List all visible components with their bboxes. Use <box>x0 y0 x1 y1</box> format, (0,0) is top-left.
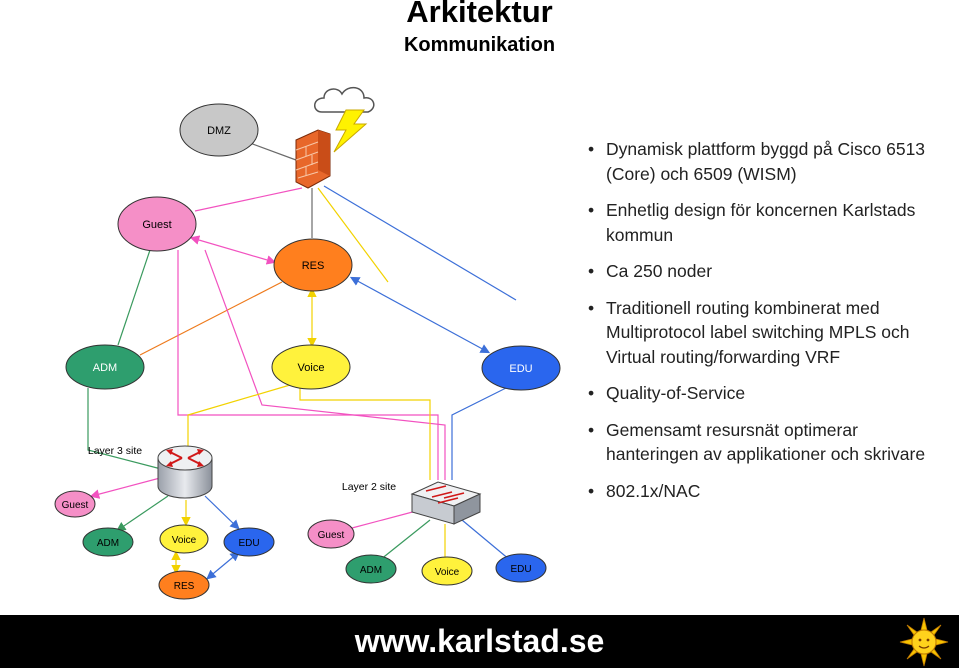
node-voice-l2-label: Voice <box>434 567 460 578</box>
link-adm-guest <box>118 250 150 345</box>
node-guest-l3 <box>55 491 95 517</box>
node-res-l3 <box>159 571 209 599</box>
link-adm-l3 <box>88 388 165 470</box>
link-res-edu <box>352 278 488 352</box>
link-l2-adm <box>380 520 430 560</box>
bullet-item: • Ca 250 noder <box>588 259 948 284</box>
link-voice-l3 <box>188 385 290 448</box>
link-guest-res <box>192 238 274 262</box>
node-adm-l3 <box>83 528 133 556</box>
slide-subtitle: Kommunikation <box>403 34 556 56</box>
node-edu-mid-label: EDU <box>509 363 533 375</box>
node-adm-mid <box>66 345 144 389</box>
node-dmz-label: DMZ <box>207 125 231 137</box>
link-l2-guest <box>352 510 420 528</box>
lightning-icon <box>334 110 366 152</box>
node-adm-mid-label: ADM <box>92 362 118 374</box>
node-edu-l3 <box>224 528 274 556</box>
footer-bar <box>0 615 959 668</box>
node-edu-mid <box>482 346 560 390</box>
switch-icon <box>412 482 480 524</box>
bullet-item: • Dynamisk plattform byggd på Cisco 6513 (Core) och 6509 (WISM) <box>588 137 948 186</box>
bullet-item: • Quality-of-Service <box>588 381 948 406</box>
link-l3-edu <box>205 496 238 528</box>
node-res-l3-label: RES <box>173 581 195 592</box>
link-adm-res <box>140 282 282 355</box>
link-l3-guest <box>92 478 160 496</box>
link-firewall-edu <box>324 186 516 300</box>
node-guest-l3-label: Guest <box>61 500 89 511</box>
node-guest-l2-label: Guest <box>317 530 345 541</box>
node-dmz <box>180 104 258 156</box>
node-adm-l2-label: ADM <box>359 565 383 576</box>
link-l2-edu <box>462 520 510 560</box>
bullet-item: • Traditionell routing kombinerat med Multiprotocol label switching MPLS och Virtual routing/forwarding VRF <box>588 296 948 370</box>
slide-title: Arkitektur <box>406 0 553 29</box>
node-adm-l3-label: ADM <box>96 538 120 549</box>
node-adm-l2 <box>346 555 396 583</box>
node-voice-l2 <box>422 557 472 585</box>
layer2-site-label: Layer 2 site <box>341 481 397 493</box>
node-edu-l2 <box>496 554 546 582</box>
layer3-site-label: Layer 3 site <box>87 445 143 457</box>
link-guest-firewall <box>195 188 302 211</box>
link-l3-adm <box>118 496 168 530</box>
node-edu-l3-label: EDU <box>238 538 260 549</box>
footer-url[interactable]: www.karlstad.se <box>354 623 605 659</box>
bullet-item: • Gemensamt resursnät optimerar hanteringen av applikationer och skrivare <box>588 418 948 467</box>
node-guest-l2 <box>308 520 354 548</box>
feature-list <box>588 137 948 515</box>
bullet-item: • Enhetlig design för koncernen Karlstads kommun <box>588 198 948 247</box>
link-dmz-firewall <box>250 143 296 160</box>
node-voice-l3 <box>160 525 208 553</box>
sun-logo-icon <box>899 617 949 667</box>
node-res-top-label: RES <box>301 260 325 272</box>
node-edu-l2-label: EDU <box>510 564 532 575</box>
node-voice-mid-label: Voice <box>297 362 325 374</box>
link-edu-l2 <box>452 385 512 480</box>
firewall-icon <box>296 130 330 188</box>
link-edu-res <box>208 553 238 578</box>
node-guest-top <box>118 197 196 251</box>
node-voice-mid <box>272 345 350 389</box>
node-res-top <box>274 239 352 291</box>
node-voice-l3-label: Voice <box>171 535 197 546</box>
internet-cloud-icon <box>315 88 374 112</box>
node-guest-top-label: Guest <box>142 219 172 231</box>
bullet-item: • 802.1x/NAC <box>588 479 948 504</box>
router-icon <box>158 446 212 498</box>
link-voice-l2 <box>300 385 430 480</box>
